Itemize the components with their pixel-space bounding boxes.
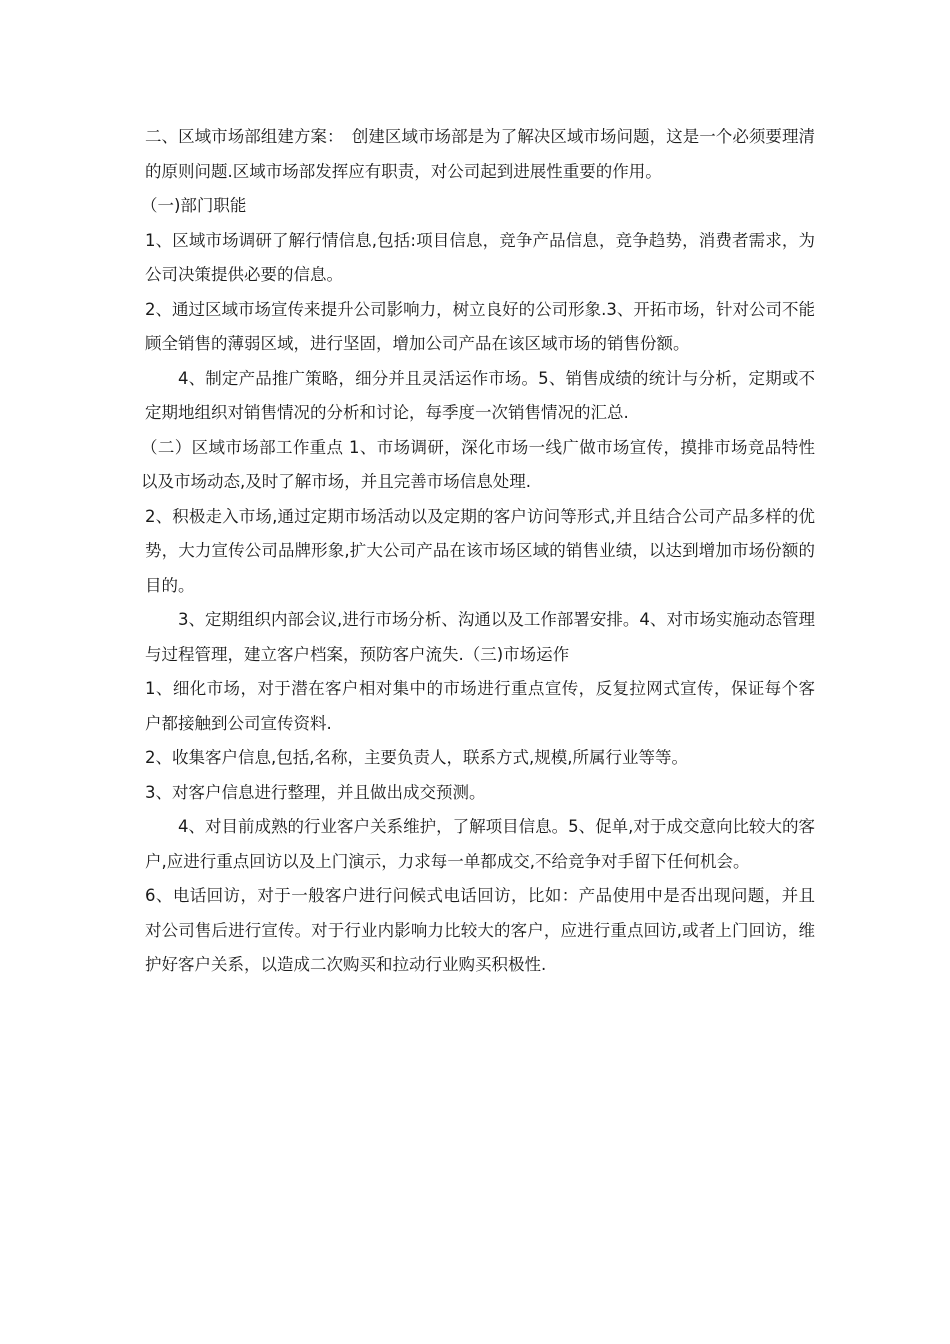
paragraph-operation-3: 3、对客户信息进行整理，并且做出成交预测。 — [145, 782, 486, 802]
paragraph-function-1: 1、区域市场调研了解行情信息,包括:项目信息，竞争产品信息，竞争趋势，消费者需求，为公司决策提供必要的信息。 — [145, 230, 815, 284]
paragraph-work-focus-1: （二）区域市场部工作重点 1、市场调研，深化市场一线广做市场宣传，摸排市场竞品特性以及市场动态,及时了解市场，并且完善市场信息处理. — [141, 437, 815, 491]
paragraph-operation-2: 2、收集客户信息,包括,名称，主要负责人，联系方式,规模,所属行业等等。 — [145, 748, 688, 767]
paragraph-subhead-department-functions: （一)部门职能 — [141, 196, 247, 215]
paragraph-section-two-intro: 二、区域市场部组建方案： 创建区域市场部是为了解决区域市场问题，这是一个必须要理清的原则问题.区域市场部发挥应有职责，对公司起到进展性重要的作用。 — [145, 127, 815, 181]
document-body — [141, 120, 815, 983]
paragraph-operation-6: 6、电话回访，对于一般客户进行问候式电话回访，比如：产品使用中是否出现问题，并且对公司售后进行宣传。对于行业内影响力比较大的客户，应进行重点回访,或者上门回访，维护好客户关系，以造成二次购买和拉动行业购买积极性. — [145, 886, 815, 974]
paragraph-function-4-5: 4、制定产品推广策略，细分并且灵活运作市场。5、销售成绩的统计与分析，定期或不定期地组织对销售情况的分析和讨论，每季度一次销售情况的汇总. — [145, 368, 815, 422]
paragraph-function-2-3: 2、通过区域市场宣传来提升公司影响力，树立良好的公司形象.3、开拓市场，针对公司不能顾全销售的薄弱区域，进行坚固，增加公司产品在该区域市场的销售份额。 — [145, 299, 815, 353]
paragraph-operation-4-5: 4、对目前成熟的行业客户关系维护，了解项目信息。5、促单,对于成交意向比较大的客户,应进行重点回访以及上门演示，力求每一单都成交,不给竞争对手留下任何机会。 — [145, 817, 815, 871]
paragraph-work-focus-2: 2、积极走入市场,通过定期市场活动以及定期的客户访问等形式,并且结合公司产品多样的优势，大力宣传公司品牌形象,扩大公司产品在该市场区域的销售业绩，以达到增加市场份额的目的。 — [145, 506, 815, 595]
paragraph-operation-1: 1、细化市场，对于潜在客户相对集中的市场进行重点宣传，反复拉网式宣传，保证每个客户都接触到公司宣传资料. — [145, 679, 815, 733]
paragraph-work-focus-3-4: 3、定期组织内部会议,进行市场分析、沟通以及工作部署安排。4、对市场实施动态管理与过程管理，建立客户档案，预防客户流失.（三)市场运作 — [145, 610, 815, 664]
